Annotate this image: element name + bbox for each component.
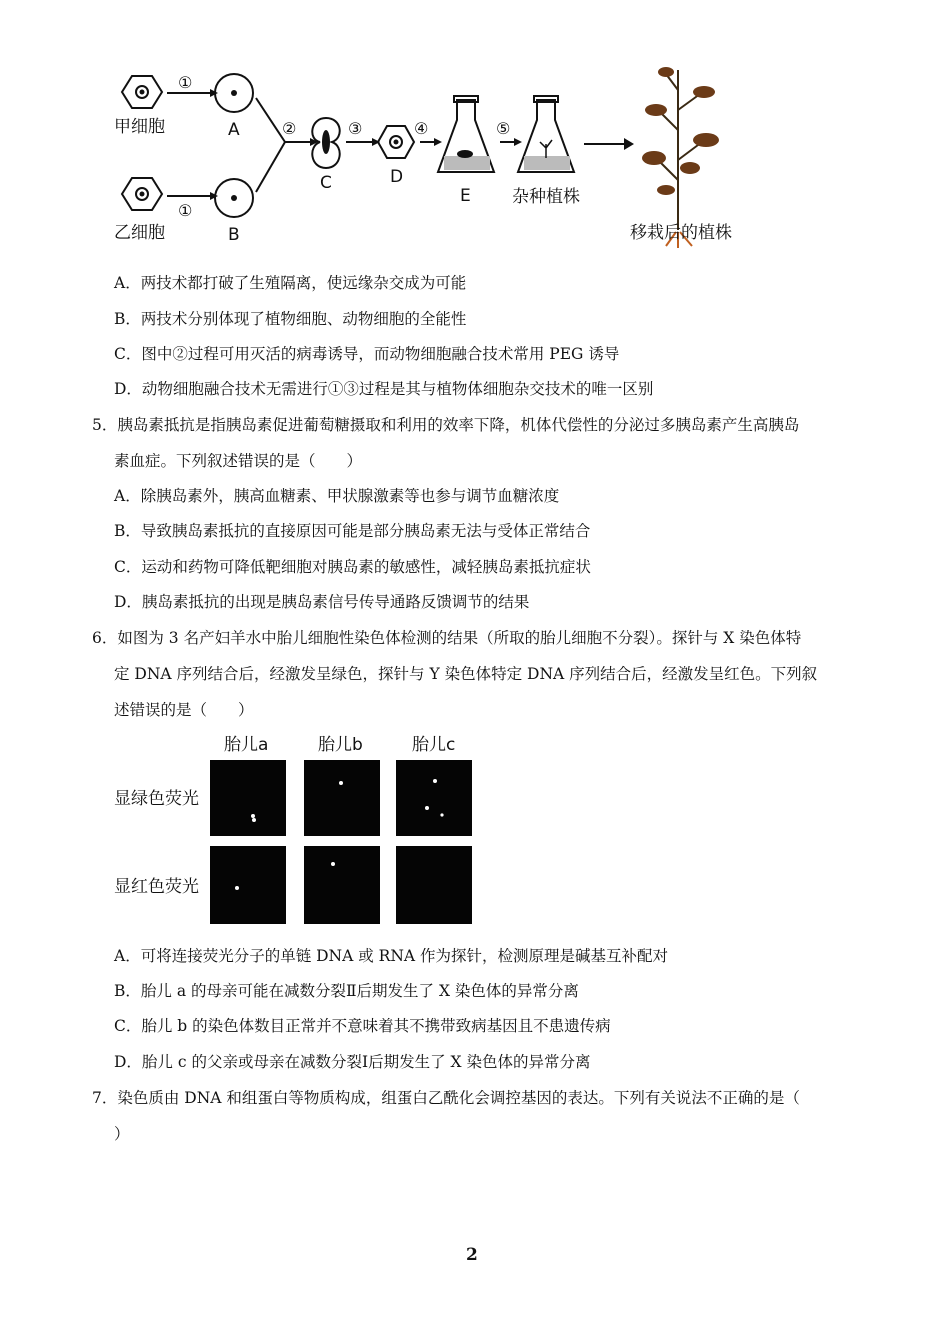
cell-fusion-diagram [110, 60, 770, 250]
q4-option-a: A．两技术都打破了生殖隔离，使远缘杂交成为可能 [114, 274, 467, 292]
q7-stem-line1: 7．染色质由 DNA 和组蛋白等物质构成，组蛋白乙酰化会调控基因的表达。下列有关说法不正确的是（ [92, 1089, 800, 1107]
signal-a-green-2 [252, 818, 256, 822]
q4-option-c: C．图中②过程可用灭活的病毒诱导，而动物细胞融合技术常用 PEG 诱导 [114, 345, 620, 363]
signal-c-green-1 [433, 779, 437, 783]
q6-option-a: A．可将连接荧光分子的单链 DNA 或 RNA 作为探针，检测原理是碱基互补配对 [114, 947, 669, 965]
q6-option-d: D．胎儿 c 的父亲或母亲在减数分裂Ⅰ后期发生了 X 染色体的异常分离 [114, 1053, 591, 1071]
cell-c-red [396, 846, 472, 924]
q5-stem-line2: 素血症。下列叙述错误的是（ ） [114, 452, 363, 470]
label-jia: 甲细胞 [114, 117, 165, 137]
row-label-green: 显绿色荧光 [114, 789, 199, 809]
cell-b-green [304, 760, 380, 836]
page-number: 2 [466, 1245, 478, 1265]
q5-option-d: D．胰岛素抵抗的出现是胰岛素信号传导通路反馈调节的结果 [114, 593, 530, 611]
fluorescence-panel [112, 730, 472, 928]
label-a: A [228, 120, 240, 140]
q6-stem-line2: 定 DNA 序列结合后，经激发呈绿色，探针与 Y 染色体特定 DNA 序列结合后，经激发呈红色。下列叙 [114, 665, 818, 683]
q5-option-a: A．除胰岛素外，胰高血糖素、甲状腺激素等也参与调节血糖浓度 [114, 487, 560, 505]
q4-option-d: D．动物细胞融合技术无需进行①③过程是其与植物体细胞杂交技术的唯一区别 [114, 380, 654, 398]
signal-b-red [331, 862, 335, 866]
q5-option-b: B．导致胰岛素抵抗的直接原因可能是部分胰岛素无法与受体正常结合 [114, 522, 591, 540]
step-4: ④ [414, 119, 429, 138]
step-1-top: ① [178, 73, 193, 92]
signal-c-green-3 [440, 813, 443, 816]
signal-a-green-1 [251, 814, 255, 818]
label-d: D [390, 167, 404, 187]
label-yi: 乙细胞 [114, 223, 165, 243]
q7-stem-line2: ） [114, 1125, 130, 1143]
cell-b-red [304, 846, 380, 924]
q6-option-b: B．胎儿 a 的母亲可能在减数分裂Ⅱ后期发生了 X 染色体的异常分离 [114, 982, 579, 1000]
col-label-c: 胎儿c [412, 735, 456, 755]
cell-a-green [210, 760, 286, 836]
cell-c-green [396, 760, 472, 836]
label-e: E [460, 186, 471, 206]
q4-option-b: B．两技术分别体现了植物细胞、动物细胞的全能性 [114, 310, 467, 328]
q6-option-c: C．胎儿 b 的染色体数目正常并不意味着其不携带致病基因且不患遗传病 [114, 1017, 611, 1035]
signal-a-red [235, 886, 239, 890]
cell-a-red [210, 846, 286, 924]
q5-stem-line1: 5．胰岛素抵抗是指胰岛素促进葡萄糖摄取和利用的效率下降，机体代偿性的分泌过多胰岛素产生高胰岛 [92, 416, 800, 434]
row-label-red: 显红色荧光 [114, 877, 199, 897]
q6-stem-line3: 述错误的是（ ） [114, 701, 254, 719]
col-label-b: 胎儿b [318, 735, 363, 755]
step-3: ③ [348, 119, 363, 138]
signal-b-green [339, 781, 343, 785]
label-hybrid: 杂种植株 [512, 187, 580, 207]
step-1-bottom: ① [178, 201, 193, 220]
label-b: B [228, 225, 240, 245]
step-5: ⑤ [496, 119, 511, 138]
q6-stem-line1: 6．如图为 3 名产妇羊水中胎儿细胞性染色体检测的结果（所取的胎儿细胞不分裂）。探针与 X 染色体特 [92, 629, 802, 647]
step-2: ② [282, 119, 297, 138]
signal-c-green-2 [425, 806, 429, 810]
label-c: C [320, 173, 332, 193]
label-transplant: 移栽后的植株 [630, 223, 732, 243]
q5-option-c: C．运动和药物可降低靶细胞对胰岛素的敏感性，减轻胰岛素抵抗症状 [114, 558, 591, 576]
col-label-a: 胎儿a [224, 735, 269, 755]
